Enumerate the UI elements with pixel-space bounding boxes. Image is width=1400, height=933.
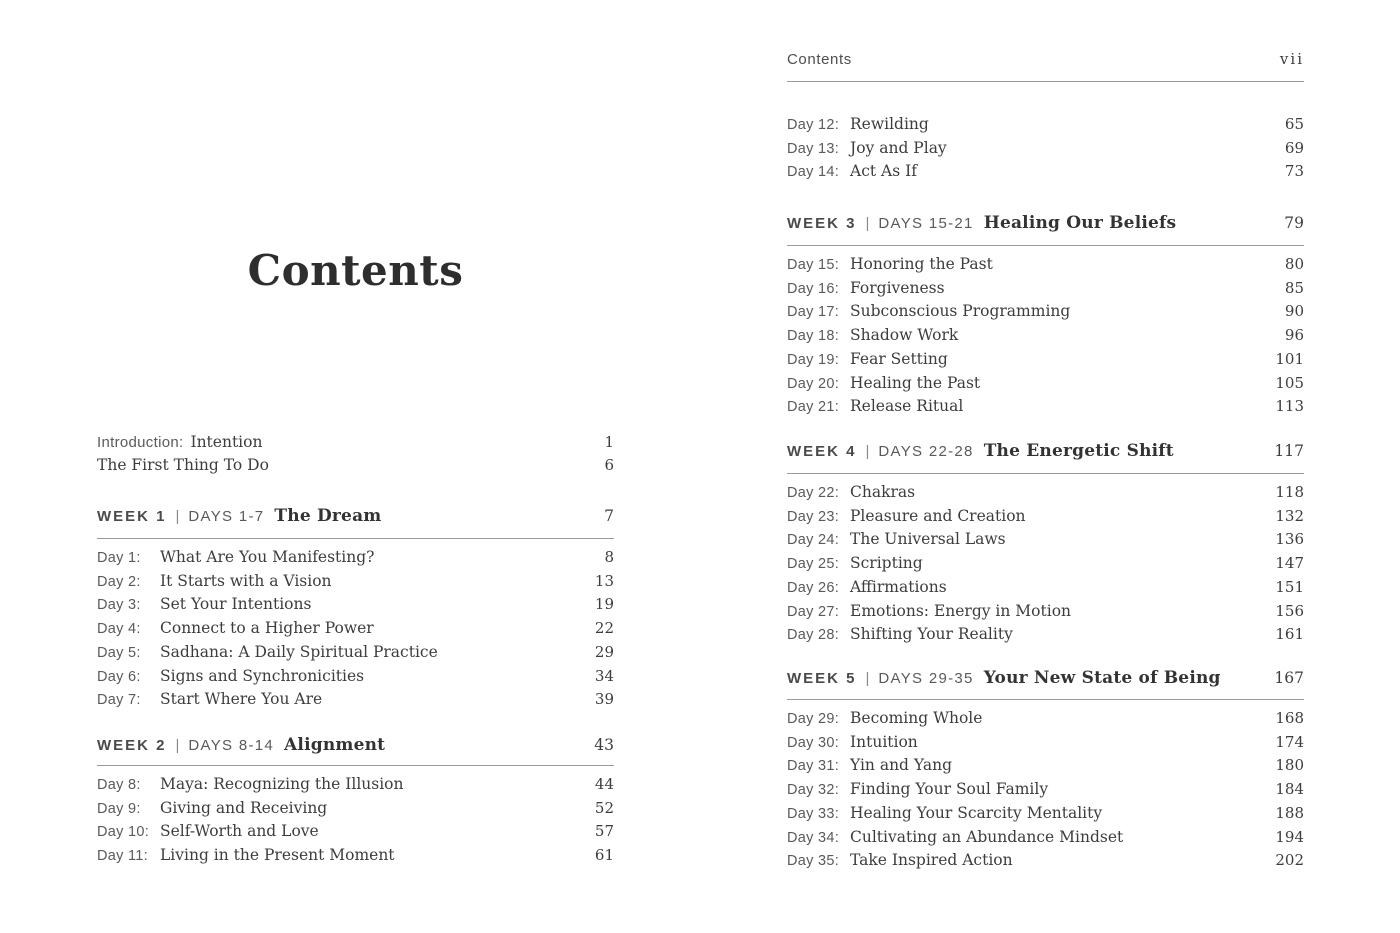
- toc-entry-title: Giving and Receiving: [160, 798, 328, 817]
- toc-entry-day-label: Day 11:: [97, 848, 148, 865]
- toc-entry-day-label: Day 3:: [97, 597, 141, 614]
- toc-entry-title: Shadow Work: [850, 326, 959, 345]
- days-range: DAYS 22-28: [878, 443, 974, 460]
- toc-entry-page-number: 85: [1284, 278, 1304, 297]
- toc-section-week-3: [787, 212, 1304, 419]
- toc-entry-title: Living in the Present Moment: [160, 846, 395, 865]
- running-header-title: Contents: [787, 51, 852, 68]
- toc-entry[interactable]: [787, 160, 1304, 184]
- toc-entry[interactable]: [787, 623, 1304, 647]
- toc-entry-page-number: 105: [1275, 373, 1304, 392]
- toc-entry-title: Self-Worth and Love: [160, 822, 319, 841]
- continued-entries: [787, 113, 1304, 184]
- toc-entry[interactable]: [787, 395, 1304, 419]
- toc-entry-title: Start Where You Are: [160, 690, 323, 709]
- toc-entry-day-label: Day 30:: [787, 734, 840, 751]
- section-title: Alignment: [284, 735, 386, 755]
- section-entries: [787, 253, 1304, 419]
- toc-entry[interactable]: [787, 778, 1304, 802]
- toc-entry-title: It Starts with a Vision: [160, 571, 332, 590]
- section-page-number: 117: [1274, 442, 1304, 460]
- toc-entry-day-label: Day 8:: [97, 777, 141, 793]
- toc-entry-day-label: Day 23:: [787, 508, 840, 525]
- toc-entry[interactable]: [787, 552, 1304, 576]
- toc-entry-page-number: 96: [1284, 326, 1304, 345]
- toc-entry-title: What Are You Manifesting?: [160, 548, 375, 566]
- toc-entry-page-number: 174: [1275, 732, 1304, 751]
- section-entries: [787, 707, 1304, 873]
- toc-entry-title: Forgiveness: [850, 278, 945, 297]
- week-label: WEEK 1: [97, 508, 167, 525]
- toc-entry-page-number: 136: [1275, 530, 1304, 549]
- toc-entry-title: The Universal Laws: [850, 530, 1006, 549]
- toc-entry-title: Affirmations: [850, 577, 947, 596]
- toc-entry-day-label: Day 17:: [787, 304, 840, 321]
- toc-entry[interactable]: [97, 773, 614, 797]
- toc-entry[interactable]: [787, 277, 1304, 301]
- toc-entry-page-number: 184: [1275, 780, 1304, 799]
- toc-entry-page-number: 22: [594, 619, 614, 638]
- toc-entry-title: Honoring the Past: [850, 255, 993, 273]
- toc-entry-title: Healing the Past: [850, 373, 981, 392]
- toc-entry-page-number: 156: [1275, 601, 1304, 620]
- toc-entry-day-label: Day 6:: [97, 668, 141, 685]
- toc-entry-label: Introduction:: [97, 434, 184, 451]
- section-heading[interactable]: [97, 734, 614, 766]
- toc-entry-title: Finding Your Soul Family: [850, 780, 1049, 799]
- toc-entry[interactable]: [97, 570, 614, 594]
- toc-entry-day-label: Day 15:: [787, 257, 840, 273]
- section-entries: [787, 481, 1304, 647]
- toc-entry[interactable]: [97, 641, 614, 665]
- toc-entry-page-number: 168: [1275, 709, 1304, 727]
- toc-entry[interactable]: [787, 528, 1304, 552]
- toc-entry-page-number: 6: [604, 456, 614, 474]
- toc-entry[interactable]: [787, 600, 1304, 624]
- toc-entry-day-label: Day 1:: [97, 550, 141, 566]
- toc-entry-title: Scripting: [850, 554, 923, 573]
- section-heading[interactable]: [97, 505, 614, 539]
- front-matter-list: [97, 431, 614, 477]
- toc-entry[interactable]: [787, 802, 1304, 826]
- toc-entry[interactable]: [787, 849, 1304, 873]
- toc-entry-page-number: 194: [1275, 827, 1304, 846]
- toc-entry-title: Connect to a Higher Power: [160, 619, 374, 638]
- section-page-number: 43: [594, 736, 614, 754]
- toc-entry-page-number: 57: [594, 822, 614, 841]
- toc-entry-title: Chakras: [850, 483, 916, 501]
- section-entries: [97, 546, 614, 712]
- toc-entry-page-number: 52: [594, 798, 614, 817]
- toc-entry-page-number: 73: [1284, 162, 1304, 181]
- days-range: DAYS 29-35: [878, 670, 974, 687]
- pipe-separator: |: [865, 670, 870, 687]
- toc-entry-day-label: Day 28:: [787, 627, 840, 644]
- toc-entry-day-label: Day 25:: [787, 556, 840, 573]
- toc-entry-title: Intuition: [850, 732, 918, 751]
- toc-entry[interactable]: [787, 253, 1304, 277]
- toc-entry-page-number: 113: [1275, 397, 1304, 416]
- toc-entry-page-number: 19: [594, 595, 614, 614]
- toc-entry[interactable]: [787, 576, 1304, 600]
- toc-page-title: Contents: [247, 246, 464, 295]
- toc-entry-day-label: Day 35:: [787, 853, 840, 870]
- toc-entry[interactable]: [97, 665, 614, 689]
- toc-entry-page-number: 132: [1275, 506, 1304, 525]
- section-title: Healing Our Beliefs: [983, 213, 1177, 233]
- toc-entry-day-label: Day 24:: [787, 532, 840, 549]
- toc-entry-title: Act As If: [850, 162, 917, 181]
- toc-entry-page-number: 118: [1275, 483, 1304, 501]
- toc-page-right: [787, 0, 1304, 933]
- toc-entry-day-label: Day 29:: [787, 711, 840, 727]
- toc-entry-title: Release Ritual: [850, 397, 964, 416]
- toc-entry-page-number: 34: [594, 666, 614, 685]
- section-title: Your New State of Being: [983, 668, 1221, 688]
- toc-entry-day-label: Day 33:: [787, 805, 840, 822]
- toc-entry-day-label: Day 21:: [787, 399, 840, 416]
- toc-entry-page-number: 39: [594, 690, 614, 709]
- toc-entry-day-label: Day 10:: [97, 824, 150, 841]
- toc-entry-day-label: Day 5:: [97, 644, 141, 661]
- toc-entry[interactable]: [787, 505, 1304, 529]
- toc-entry[interactable]: [97, 593, 614, 617]
- toc-entry-title: Sadhana: A Daily Spiritual Practice: [160, 642, 438, 661]
- toc-entry[interactable]: [787, 707, 1304, 731]
- week-label: WEEK 4: [787, 443, 857, 460]
- toc-entry-day-label: Day 16:: [787, 280, 840, 297]
- toc-page-left: [97, 0, 614, 933]
- toc-entry-title: The First Thing To Do: [97, 456, 269, 474]
- toc-entry-title: Healing Your Scarcity Mentality: [850, 803, 1103, 822]
- toc-entry-day-label: Day 27:: [787, 603, 840, 620]
- toc-entry-page-number: 147: [1275, 554, 1304, 573]
- toc-entry-day-label: Day 7:: [97, 692, 141, 709]
- toc-entry[interactable]: [787, 754, 1304, 778]
- toc-entry-title: Emotions: Energy in Motion: [850, 601, 1072, 620]
- toc-entry-day-label: Day 14:: [787, 164, 840, 181]
- toc-entry[interactable]: [787, 300, 1304, 324]
- toc-entry-title: Pleasure and Creation: [850, 506, 1026, 525]
- toc-entry[interactable]: [97, 797, 614, 821]
- toc-entry-day-label: Day 18:: [787, 328, 840, 345]
- toc-entry-page-number: 29: [594, 642, 614, 661]
- toc-entry-day-label: Day 4:: [97, 621, 141, 638]
- days-range: DAYS 1-7: [188, 508, 265, 525]
- toc-entry-day-label: Day 13:: [787, 140, 840, 157]
- toc-entry[interactable]: [97, 844, 614, 868]
- toc-entry-title: Joy and Play: [850, 138, 947, 157]
- toc-entry-day-label: Day 34:: [787, 829, 840, 846]
- toc-entry[interactable]: [787, 481, 1304, 505]
- toc-entry-day-label: Day 2:: [97, 573, 141, 590]
- section-page-number: 167: [1274, 669, 1304, 687]
- pipe-separator: |: [175, 737, 180, 754]
- toc-entry[interactable]: [787, 372, 1304, 396]
- toc-section-week-5: [787, 667, 1304, 873]
- toc-section-week-1: [97, 505, 614, 712]
- toc-entry-title: Yin and Yang: [850, 756, 953, 775]
- toc-entry-page-number: 151: [1275, 577, 1304, 596]
- toc-entry-title: Fear Setting: [850, 349, 948, 368]
- week-label: WEEK 3: [787, 215, 857, 232]
- section-heading[interactable]: [787, 440, 1304, 474]
- toc-entry-title: Subconscious Programming: [850, 302, 1071, 321]
- days-range: DAYS 15-21: [878, 215, 974, 232]
- toc-entry[interactable]: [97, 617, 614, 641]
- toc-entry-page-number: 13: [594, 571, 614, 590]
- toc-entry-page-number: 44: [594, 775, 614, 793]
- toc-entry[interactable]: [97, 546, 614, 570]
- section-page-number: 7: [604, 507, 614, 525]
- toc-entry-page-number: 1: [604, 433, 614, 451]
- toc-entry-title: Set Your Intentions: [160, 595, 312, 614]
- section-heading[interactable]: [787, 667, 1304, 700]
- page-folio: vii: [1279, 50, 1304, 68]
- toc-entry-page-number: 202: [1275, 851, 1304, 870]
- toc-section-week-4: [787, 440, 1304, 647]
- toc-entry-title: Rewilding: [850, 115, 929, 133]
- running-header: [787, 50, 1304, 82]
- toc-entry-page-number: 80: [1284, 255, 1304, 273]
- week-label: WEEK 5: [787, 670, 857, 687]
- toc-entry-title: Shifting Your Reality: [850, 625, 1013, 644]
- toc-entry[interactable]: [787, 137, 1304, 161]
- toc-entry-title: Becoming Whole: [850, 709, 983, 727]
- toc-section-week-2: [97, 734, 614, 868]
- week-label: WEEK 2: [97, 737, 167, 754]
- toc-entry-title: Cultivating an Abundance Mindset: [850, 827, 1124, 846]
- toc-entry-page-number: 90: [1284, 302, 1304, 321]
- toc-entry[interactable]: [787, 731, 1304, 755]
- toc-entry[interactable]: [97, 431, 614, 454]
- toc-entry-title: Signs and Synchronicities: [160, 666, 365, 685]
- section-page-number: 79: [1284, 214, 1304, 232]
- toc-entry-title: Intention: [190, 433, 263, 451]
- toc-entry-day-label: Day 20:: [787, 375, 840, 392]
- toc-entry[interactable]: [787, 826, 1304, 850]
- toc-entry-page-number: 180: [1275, 756, 1304, 775]
- toc-entry[interactable]: [97, 820, 614, 844]
- section-heading[interactable]: [787, 212, 1304, 246]
- toc-entry-day-label: Day 12:: [787, 117, 840, 133]
- toc-entry[interactable]: [97, 688, 614, 712]
- pipe-separator: |: [865, 443, 870, 460]
- toc-entry-page-number: 65: [1284, 115, 1304, 133]
- toc-entry-day-label: Day 19:: [787, 351, 840, 368]
- toc-entry-day-label: Day 26:: [787, 579, 840, 596]
- toc-entry-day-label: Day 31:: [787, 758, 840, 775]
- toc-entry-page-number: 8: [604, 548, 614, 566]
- toc-entry[interactable]: [97, 454, 614, 477]
- toc-entry-page-number: 61: [594, 846, 614, 865]
- toc-entry-day-label: Day 32:: [787, 782, 840, 799]
- pipe-separator: |: [865, 215, 870, 232]
- toc-entry-page-number: 101: [1275, 349, 1304, 368]
- toc-entry-page-number: 69: [1284, 138, 1304, 157]
- toc-entry-page-number: 161: [1275, 625, 1304, 644]
- toc-entry-day-label: Day 9:: [97, 800, 141, 817]
- section-title: The Dream: [274, 506, 382, 526]
- section-entries: [97, 773, 614, 868]
- toc-entry-day-label: Day 22:: [787, 485, 840, 501]
- toc-entry[interactable]: [787, 324, 1304, 348]
- pipe-separator: |: [175, 508, 180, 525]
- days-range: DAYS 8-14: [188, 737, 275, 754]
- toc-entry-page-number: 188: [1275, 803, 1304, 822]
- toc-entry-title: Maya: Recognizing the Illusion: [160, 775, 404, 793]
- toc-entry[interactable]: [787, 348, 1304, 372]
- toc-entry-title: Take Inspired Action: [850, 851, 1013, 870]
- section-title: The Energetic Shift: [983, 441, 1174, 461]
- toc-entry[interactable]: [787, 113, 1304, 137]
